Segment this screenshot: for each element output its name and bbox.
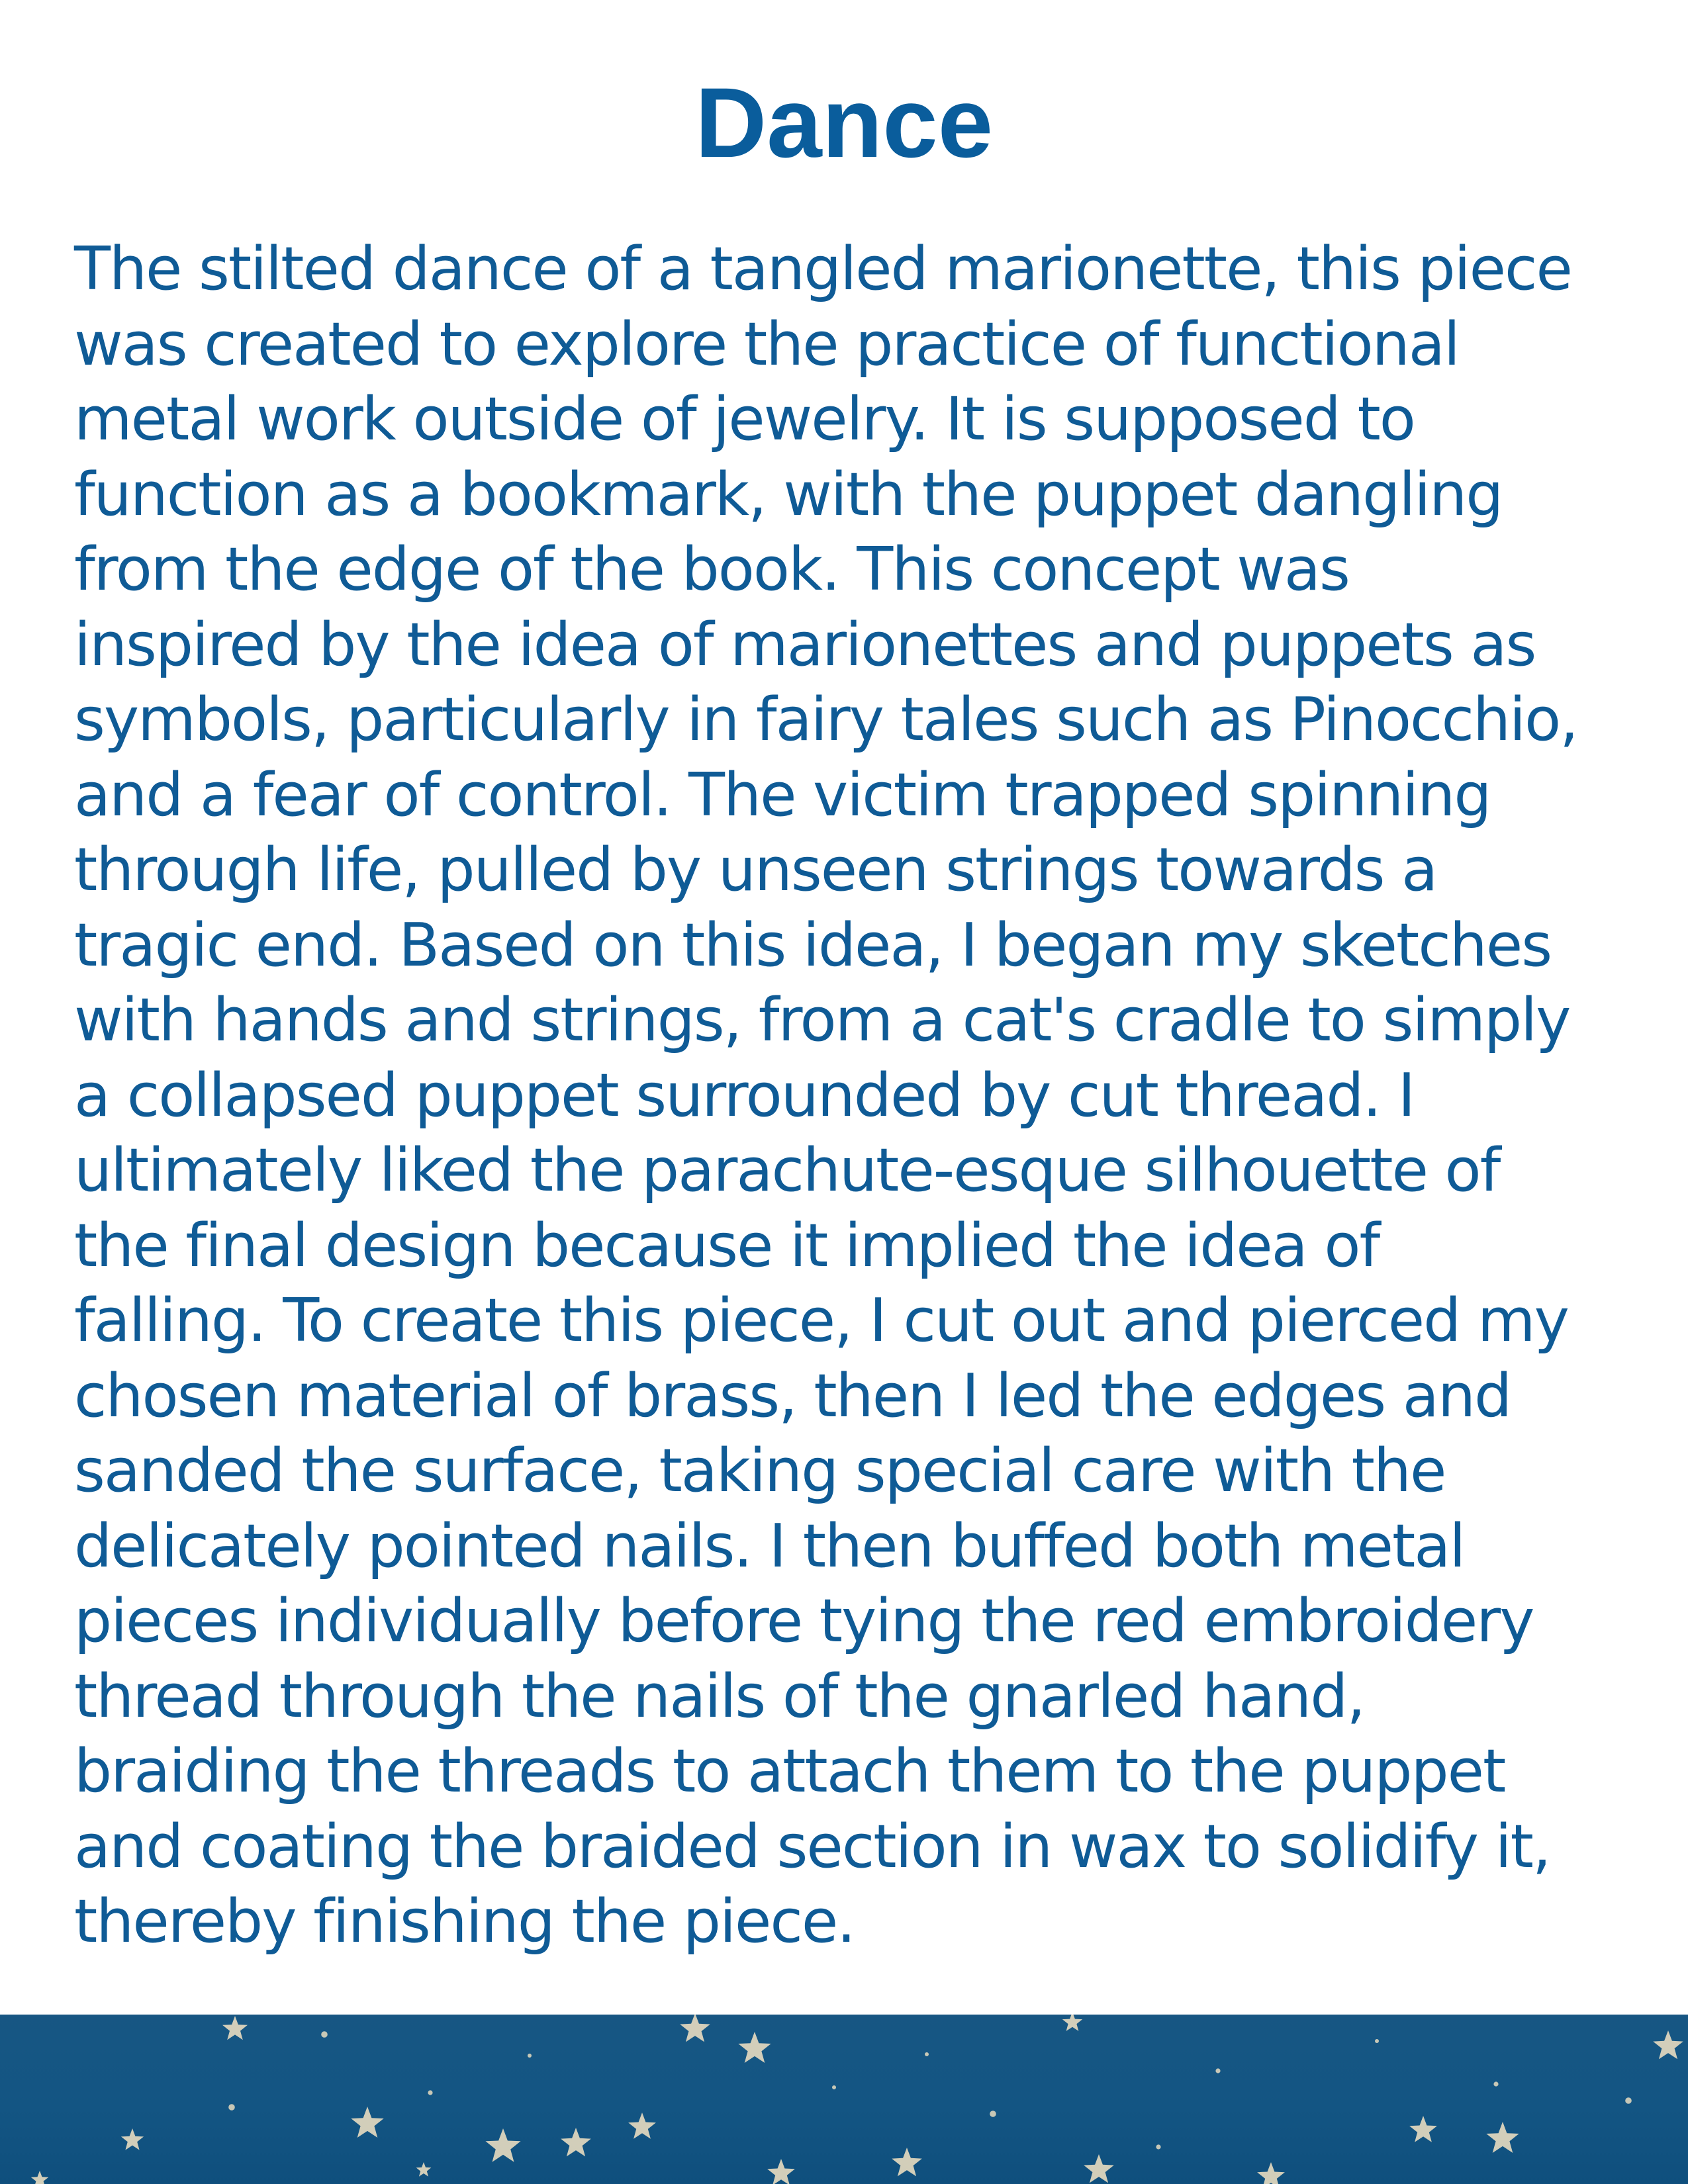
body-line: The stilted dance of a tangled marionette, this piece	[74, 234, 1571, 304]
body-line: and coating the braided section in wax to solidify it,	[74, 1811, 1550, 1882]
body-line: thereby finishing the piece.	[74, 1887, 855, 1956]
body-line: with hands and strings, from a cat's cradle to simply	[74, 985, 1570, 1055]
star-dot-icon	[228, 2104, 235, 2111]
body-line: inspired by the idea of marionettes and puppets as	[74, 610, 1536, 680]
star-icon	[1084, 2154, 1114, 2183]
star-icon	[222, 2016, 248, 2040]
body-line: pieces individually before tying the red embroidery	[74, 1586, 1534, 1656]
body-line: thread through the nails of the gnarled hand,	[74, 1661, 1364, 1731]
star-icon	[31, 2171, 49, 2184]
star-dot-icon	[1375, 2039, 1379, 2043]
body-line: through life, pulled by unseen strings towards a	[74, 835, 1437, 905]
star-dot-icon	[1215, 2068, 1220, 2073]
star-dot-icon	[1156, 2144, 1160, 2149]
star-icon	[767, 2159, 795, 2184]
star-dot-icon	[1493, 2081, 1498, 2086]
body-line: symbols, particularly in fairy tales such as Pinocchio,	[74, 685, 1577, 754]
star-icon	[1653, 2030, 1683, 2059]
star-icon	[1257, 2162, 1285, 2184]
body-line: tragic end. Based on this idea, I began my sketches	[74, 910, 1552, 980]
body-line: the final design because it implied the idea of	[74, 1210, 1380, 1281]
star-icon	[680, 2015, 710, 2042]
star-dot-icon	[925, 2052, 929, 2056]
body-line: chosen material of brass, then I led the edges and	[74, 1361, 1511, 1431]
star-icon	[738, 2032, 771, 2063]
star-icon	[1062, 2015, 1082, 2031]
body-line: from the edge of the book. This concept was	[74, 535, 1349, 604]
star-icon	[892, 2148, 922, 2176]
star-dot-icon	[321, 2031, 328, 2038]
star-field	[0, 2015, 1688, 2184]
body-line: delicately pointed nails. I then buffed both metal	[74, 1511, 1465, 1581]
star-dot-icon	[832, 2085, 836, 2089]
star-dot-icon	[990, 2111, 996, 2117]
body-line: function as a bookmark, with the puppet dangling	[74, 459, 1503, 529]
star-dot-icon	[528, 2054, 532, 2058]
body-line: falling. To create this piece, I cut out and pierced my	[74, 1286, 1568, 1355]
page-title: Dance	[694, 67, 994, 178]
body-line: was created to explore the practice of functional	[74, 309, 1459, 379]
body-line: sanded the surface, taking special care with the	[74, 1436, 1446, 1506]
star-dot-icon	[1625, 2097, 1632, 2104]
star-icon	[561, 2128, 591, 2156]
starry-footer-banner	[0, 2015, 1688, 2184]
star-icon	[121, 2128, 144, 2150]
star-icon	[1409, 2116, 1437, 2142]
body-line: a collapsed puppet surrounded by cut thread. I	[74, 1060, 1415, 1130]
body-line: braiding the threads to attach them to the puppet	[74, 1737, 1505, 1806]
body-paragraph	[74, 232, 1617, 1960]
star-icon	[351, 2107, 383, 2138]
body-line: ultimately liked the parachute-esque silhouette of	[74, 1136, 1500, 1205]
star-dot-icon	[428, 2090, 432, 2095]
star-icon	[485, 2128, 520, 2162]
body-line: and a fear of control. The victim trapped spinning	[74, 760, 1491, 830]
body-line: metal work outside of jewelry. It is supposed to	[74, 385, 1415, 454]
star-icon	[1486, 2122, 1519, 2153]
star-icon	[416, 2162, 432, 2177]
star-icon	[628, 2113, 656, 2139]
